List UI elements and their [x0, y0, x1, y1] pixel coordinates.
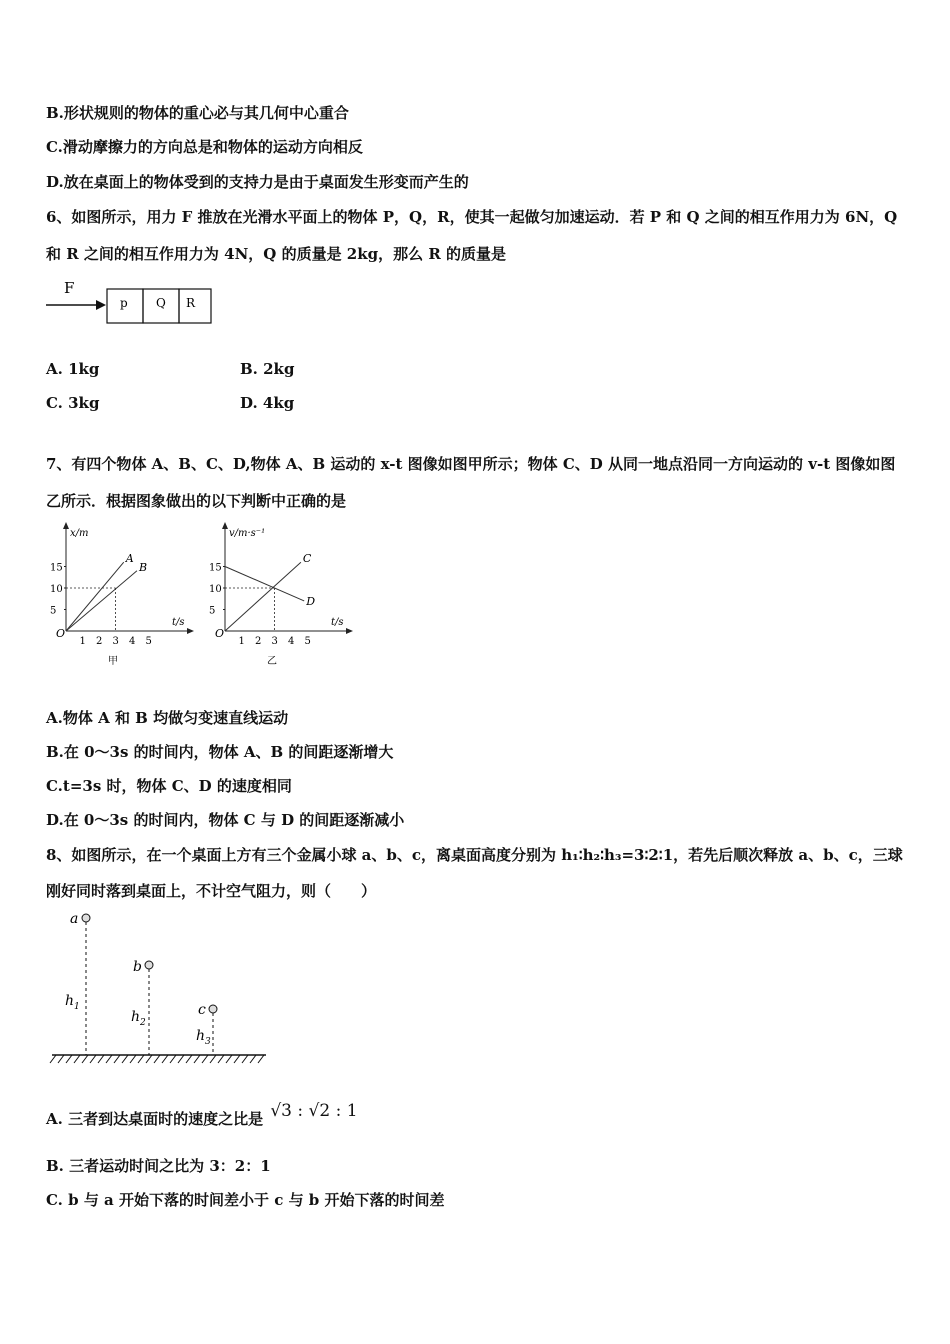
q5-option-c: C.滑动摩擦力的方向总是和物体的运动方向相反 — [46, 138, 363, 156]
y-axis-label: x/m — [70, 528, 89, 539]
series-line-A — [66, 562, 124, 631]
q7-option-a: A.物体 A 和 B 均做匀变速直线运动 — [46, 709, 289, 727]
vt-graph-yi — [203, 518, 363, 673]
x-tick-label: 3 — [271, 636, 278, 647]
q8-stem-line1: 8、如图所示，在一个桌面上方有三个金属小球 a、b、c，离桌面高度分别为 h₁∶h₂∶h₃=3∶2∶1，若先后顺次释放 a、b、c，三球 — [46, 846, 903, 864]
table-hatching — [50, 1055, 264, 1063]
q6-option-c: C. 3kg — [46, 394, 100, 412]
y-tick-label: 10 — [209, 584, 222, 595]
x-tick-label: 1 — [79, 636, 86, 647]
q6-option-b: B. 2kg — [240, 360, 295, 378]
series-line-B — [66, 571, 137, 631]
x-tick-label: 5 — [304, 636, 311, 647]
q7-option-b: B.在 0～3s 的时间内，物体 A、B 的间距逐渐增大 — [46, 743, 394, 761]
series-label-A: A — [125, 552, 134, 566]
y-tick-label: 5 — [209, 605, 216, 617]
ball-b — [145, 961, 153, 969]
q5-option-d: D.放在桌面上的物体受到的支持力是由于桌面发生形变而产生的 — [46, 173, 469, 191]
q5-option-b: B.形状规则的物体的重心必与其几何中心重合 — [46, 104, 349, 122]
q7-stem-line2: 乙所示．根据图象做出的以下判断中正确的是 — [46, 492, 347, 510]
x-tick-label: 2 — [96, 636, 103, 647]
x-tick-label: 3 — [112, 636, 119, 647]
block-p-label: p — [120, 296, 128, 310]
q6-figure — [40, 275, 220, 327]
series-label-B: B — [138, 560, 148, 574]
graph-caption: 甲 — [108, 656, 118, 667]
origin-label: O — [56, 627, 66, 640]
x-axis-label: t/s — [331, 617, 344, 628]
y-axis-arrow — [63, 522, 69, 529]
ball-c — [209, 1005, 217, 1013]
series-label-D: D — [306, 594, 316, 608]
q6-stem-line1: 6、如图所示，用力 F 推放在光滑水平面上的物体 P，Q，R，使其一起做匀加速运动．若 P 和 Q 之间的相互作用力为 6N，Q — [46, 208, 898, 226]
h3-label: $h_3$ — [196, 1028, 211, 1047]
origin-label: O — [215, 627, 225, 640]
ball-c-label: c — [198, 1002, 206, 1018]
y-axis-label: v/m·s⁻¹ — [229, 528, 266, 539]
ball-a — [82, 914, 90, 922]
h1-label: $h_1$ — [65, 993, 80, 1012]
h2-label: $h_2$ — [131, 1009, 146, 1028]
q8-option-a-text: A. 三者到达桌面时的速度之比是 — [46, 1110, 264, 1128]
y-tick-label: 15 — [209, 562, 222, 574]
series-line-C — [225, 562, 301, 631]
x-axis-label: t/s — [172, 617, 185, 628]
x-tick-label: 2 — [255, 636, 262, 647]
q6-option-a: A. 1kg — [46, 360, 100, 378]
series-label-C: C — [302, 552, 312, 566]
q8-figure — [48, 905, 278, 1070]
graph-caption: 乙 — [267, 656, 277, 667]
q8-option-a-formula: √3 : √2 : 1 — [270, 1101, 358, 1121]
y-axis-arrow — [222, 522, 228, 529]
x-axis-arrow — [187, 628, 194, 634]
y-tick-label: 10 — [50, 584, 63, 595]
q6-option-d: D. 4kg — [240, 394, 295, 412]
x-tick-label: 1 — [238, 636, 245, 647]
y-tick-label: 5 — [50, 605, 57, 617]
block-q-label: Q — [156, 296, 166, 310]
force-label: F — [64, 279, 75, 297]
q8-option-a — [46, 1101, 358, 1129]
q6-stem-line2: 和 R 之间的相互作用力为 4N，Q 的质量是 2kg，那么 R 的质量是 — [46, 245, 507, 263]
x-axis-arrow — [346, 628, 353, 634]
y-tick-label: 15 — [50, 562, 63, 574]
x-tick-label: 4 — [288, 636, 295, 647]
q8-stem-line2: 刚好同时落到桌面上，不计空气阻力，则（ ） — [46, 882, 377, 900]
q8-option-b: B. 三者运动时间之比为 3：2：1 — [46, 1157, 271, 1175]
x-tick-label: 4 — [129, 636, 136, 647]
block-r-label: R — [186, 296, 196, 310]
q7-option-c: C.t=3s 时，物体 C、D 的速度相同 — [46, 777, 292, 795]
x-tick-label: 5 — [145, 636, 152, 647]
xt-graph-jia — [44, 518, 204, 673]
ball-a-label: a — [70, 911, 79, 927]
q7-stem-line1: 7、有四个物体 A、B、C、D,物体 A、B 运动的 x-t 图像如图甲所示；物体 C、D 从同一地点沿同一方向运动的 v-t 图像如图 — [46, 455, 896, 473]
ball-b-label: b — [133, 959, 142, 975]
q7-option-d: D.在 0～3s 的时间内，物体 C 与 D 的间距逐渐减小 — [46, 811, 405, 829]
q8-option-c: C. b 与 a 开始下落的时间差小于 c 与 b 开始下落的时间差 — [46, 1191, 445, 1209]
force-arrow-head — [96, 300, 106, 310]
